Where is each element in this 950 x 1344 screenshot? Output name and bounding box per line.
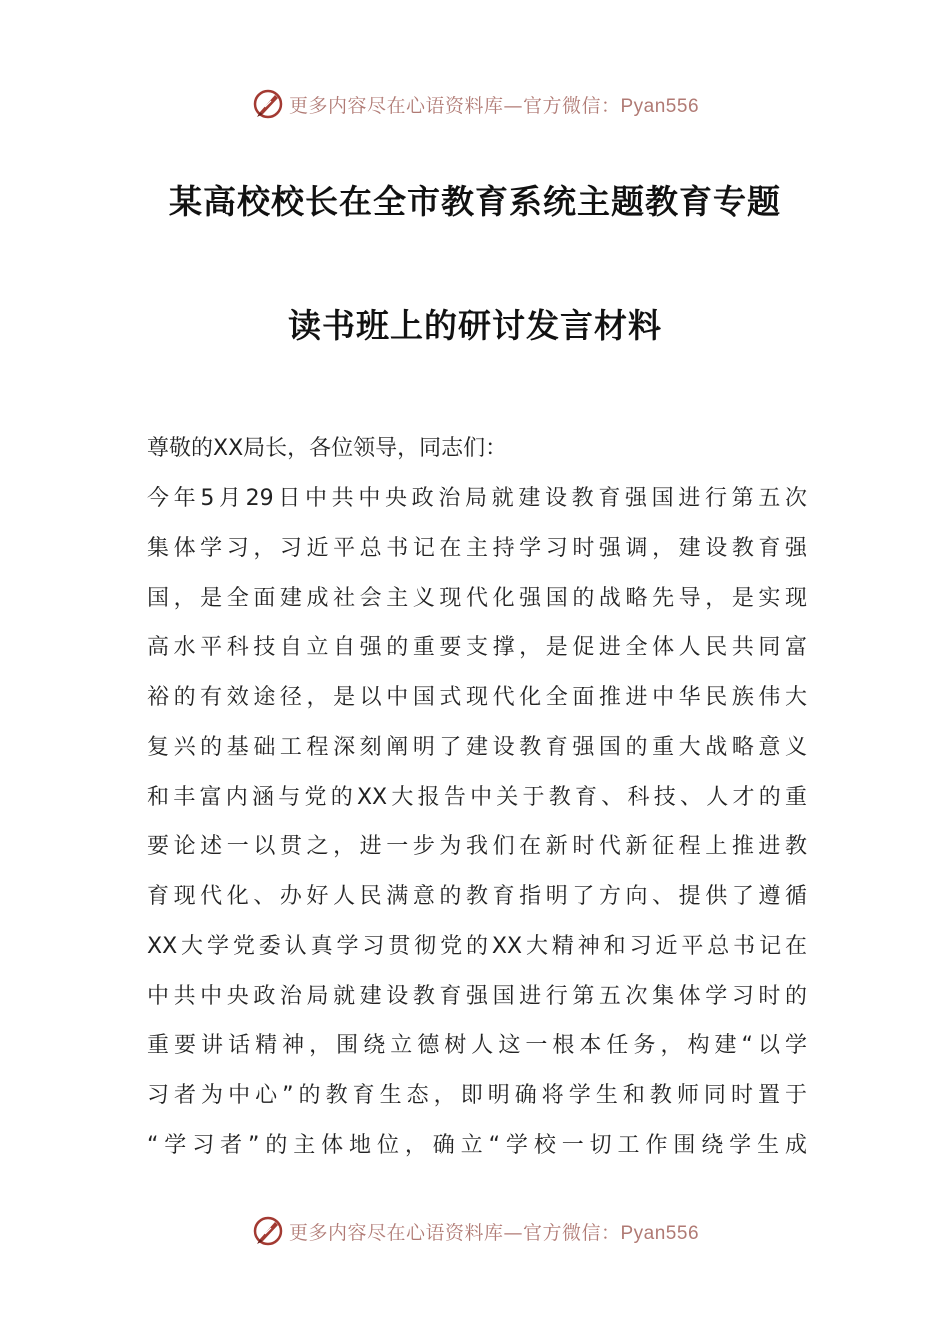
watermark-text: 更多内容尽在心语资料库—官方微信：Pyan556 [288, 94, 700, 117]
footer-watermark [0, 1211, 950, 1251]
paragraph-line: “学习者”的主体地位，确立“学校一切工作围绕学生成 [147, 1133, 807, 1158]
document-title-line-1: 某高校校长在全市教育系统主题教育专题 [169, 182, 781, 221]
paragraph-line: XX大学党委认真学习贯彻党的XX大精神和习近平总书记在 [147, 934, 807, 959]
paragraph-line: 中共中央政治局就建设教育强国进行第五次集体学习时的 [147, 984, 807, 1009]
pen-seal-logo-icon [251, 87, 285, 121]
watermark-text: 更多内容尽在心语资料库—官方微信：Pyan556 [288, 1221, 700, 1244]
paragraph-line: 高水平科技自立自强的重要支撑，是促进全体人民共同富 [147, 635, 807, 660]
paragraph-line: 今年5月29日中共中央政治局就建设教育强国进行第五次 [147, 486, 807, 511]
paragraph-line: 育现代化、办好人民满意的教育指明了方向、提供了遵循 [147, 884, 807, 909]
pen-seal-logo-icon [251, 1214, 285, 1248]
paragraph-line: 习者为中心”的教育生态，即明确将学生和教师同时置于 [147, 1083, 807, 1108]
salutation: 尊敬的XX局长，各位领导，同志们： [147, 436, 508, 461]
paragraph-line: 和丰富内涵与党的XX大报告中关于教育、科技、人才的重 [147, 785, 807, 810]
header-watermark [0, 84, 950, 124]
paragraph-line: 集体学习，习近平总书记在主持学习时强调，建设教育强 [147, 536, 807, 561]
paragraph-line: 国，是全面建成社会主义现代化强国的战略先导，是实现 [147, 586, 807, 611]
paragraph-line: 要论述一以贯之，进一步为我们在新时代新征程上推进教 [147, 834, 807, 859]
paragraph-line: 裕的有效途径，是以中国式现代化全面推进中华民族伟大 [147, 685, 807, 710]
paragraph-line: 复兴的基础工程深刻阐明了建设教育强国的重大战略意义 [147, 735, 807, 760]
paragraph-line: 重要讲话精神，围绕立德树人这一根本任务，构建“以学 [147, 1033, 807, 1058]
document-title-line-2: 读书班上的研讨发言材料 [288, 306, 662, 345]
